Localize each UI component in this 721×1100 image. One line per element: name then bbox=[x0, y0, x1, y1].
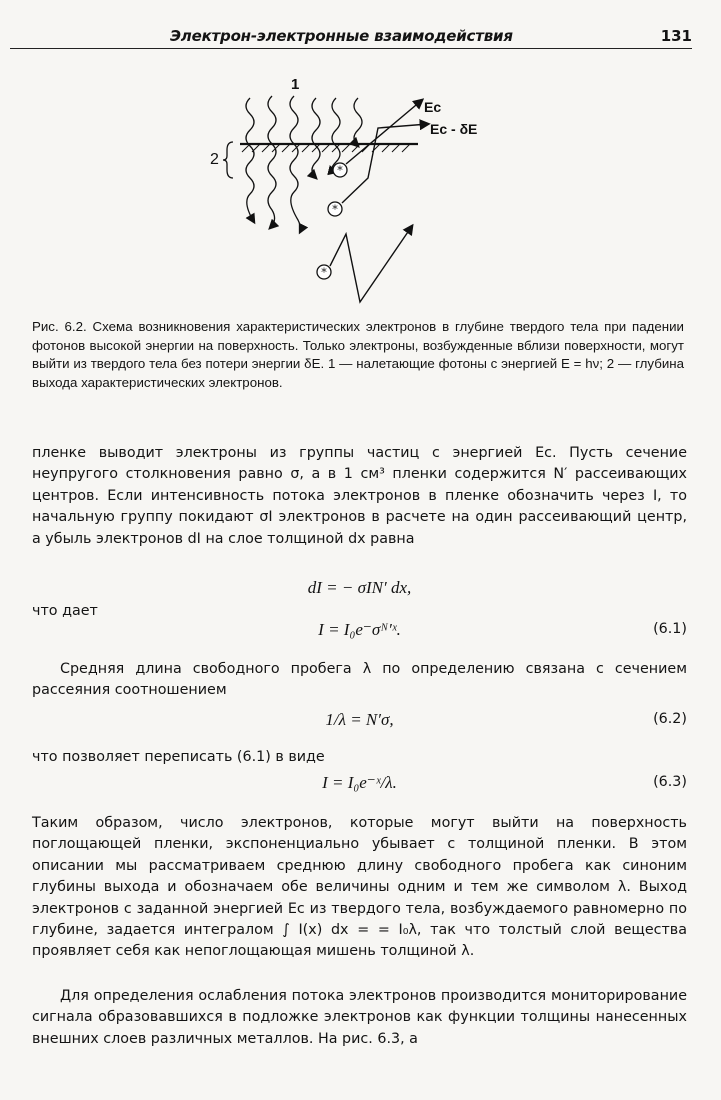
equation-6-2-formula: 1/λ = N′σ, bbox=[325, 710, 394, 729]
label-photons: 1 bbox=[291, 76, 300, 93]
svg-text:*: * bbox=[321, 266, 327, 279]
equation-6-3-number: (6.3) bbox=[653, 774, 687, 790]
label-ec: Eс bbox=[424, 99, 442, 115]
paragraph-1: пленке выводит электроны из группы частиц с энергией Eс. Пусть сечение неупругого столкновения равно σ, а в 1 см³ пленки содержится N′ рассеивающих центров. Если интенсивность потока электронов в пленке обозначить через I, то начальную группу покидают σI электронов в расчете на один рассеивающий центр, а убыль электронов dI на слое толщиной dx равна bbox=[32, 445, 687, 547]
paragraph-2: Средняя длина свободного пробега λ по определению связана с сечением рассеяния соотношением bbox=[32, 661, 687, 699]
paragraph-4: Для определения ослабления потока электронов производится мониторирование сигнала образовавшихся в подложке электронов как функции толщины нанесенных внешних слоев различных металлов. На рис. 6.3, а bbox=[32, 988, 687, 1047]
equation-dI-formula: dI = − σIN′ dx, bbox=[307, 578, 412, 597]
running-header bbox=[10, 26, 692, 49]
running-head: Электрон-электронные взаимодействия bbox=[170, 27, 513, 45]
equation-6-3-formula: I = I₀e⁻ˣ/λ. bbox=[322, 773, 397, 792]
depth-brace bbox=[223, 142, 233, 178]
svg-text:*: * bbox=[337, 164, 343, 177]
svg-text:*: * bbox=[332, 203, 338, 216]
label-ec-minus-de: Eс - δE bbox=[430, 121, 478, 137]
surface-hatching bbox=[242, 144, 410, 152]
equation-6-3 bbox=[32, 773, 687, 797]
equation-6-1 bbox=[32, 620, 687, 644]
equation-6-2 bbox=[32, 710, 687, 734]
equation-6-2-number: (6.2) bbox=[653, 711, 687, 727]
equation-6-1-number: (6.1) bbox=[653, 621, 687, 637]
lead-text-1: что дает bbox=[32, 603, 98, 619]
equation-dI bbox=[32, 578, 687, 602]
electron-trajectories bbox=[330, 100, 428, 302]
label-depth: 2 bbox=[210, 151, 219, 168]
page-number: 131 bbox=[660, 27, 692, 45]
equation-6-1-formula: I = I₀e⁻σᴺ′ˣ. bbox=[318, 620, 401, 639]
lead-text-2: что позволяет переписать (6.1) в виде bbox=[32, 749, 325, 765]
figure-6-2 bbox=[190, 66, 510, 311]
figure-caption: Рис. 6.2. Схема возникновения характеристических электронов в глубине твердого тела при падении фотонов высокой энергии на поверхность. Только электроны, возбужденные вблизи поверхности, могут выйти из твердого тела без потери энергии δE. 1 — налетающие фотоны с энергией E = hν; 2 — глубина выхода характеристических электронов. bbox=[32, 319, 684, 390]
paragraph-3: Таким образом, число электронов, которые могут выйти на поверхность поглощающей пленки, экспоненциально убывает с толщиной пленки. В этом описании мы рассматриваем среднюю длину свободного пробега как синоним глубины выхода и обозначаем обе величины одним и тем же символом λ. Выход электронов с заданной энергией Eс из твердого тела, возбуждаемого равномерно по глубине, задается интегралом ∫ I(x) dx = = I₀λ, так что толстый слой вещества проявляет себя как непоглощающая мишень толщиной λ. bbox=[32, 815, 687, 960]
